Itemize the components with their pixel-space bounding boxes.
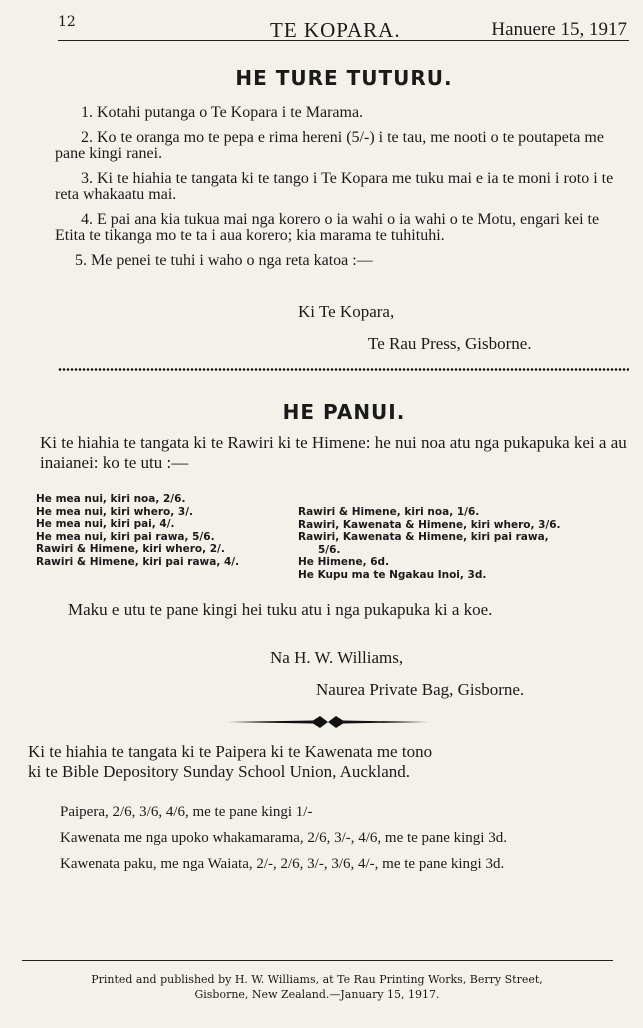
notice-list-left xyxy=(36,493,296,568)
list-item: Rawiri & Himene, kiri pai rawa, 4/. xyxy=(36,555,240,568)
rules-heading: HE TURE TUTURU. xyxy=(235,66,453,90)
notice-intro: Ki te hiahia te tangata ki te Rawiri ki te Himene: he nui noa atu nga pukapuka kei a au inaianei: ko te utu :— xyxy=(40,433,627,472)
notice-closing: Maku e utu te pane kingi hei tuku atu i nga pukapuka ki a koe. xyxy=(68,600,493,619)
page-header xyxy=(58,8,629,42)
notice-signature-address: Naurea Private Bag, Gisborne. xyxy=(316,680,525,699)
imprint-line-2: Gisborne, New Zealand.—January 15, 1917. xyxy=(194,988,440,1001)
rule-item-1: 1. Kotahi putanga o Te Kopara i te Marama. xyxy=(81,104,364,121)
list-item: He mea nui, kiri noa, 2/6. xyxy=(36,493,186,505)
list-item: He mea nui, kiri pai rawa, 5/6. xyxy=(36,530,215,543)
imprint-footer xyxy=(22,972,612,1002)
notice-list-right xyxy=(298,506,628,581)
bible-item-1: Paipera, 2/6, 3/6, 4/6, me te pane kingi 1/- xyxy=(60,804,313,820)
publication-title: TE KOPARA. xyxy=(270,18,401,42)
notice-signature: Na H. W. Williams, xyxy=(270,648,404,667)
bible-item-2: Kawenata me nga upoko whakamarama, 2/6, 3/-, 4/6, me te pane kingi 3d. xyxy=(60,830,507,846)
list-item: He mea nui, kiri pai, 4/. xyxy=(36,518,175,530)
list-item: Rawiri & Himene, kiri whero, 2/. xyxy=(36,543,225,555)
list-item: 5/6. xyxy=(318,543,341,556)
bible-intro-line-1: Ki te hiahia te tangata ki te Paipera ki te Kawenata me tono xyxy=(28,742,433,761)
rules-list xyxy=(55,105,630,269)
address-line-2: Te Rau Press, Gisborne. xyxy=(368,334,532,353)
list-item: He mea nui, kiri whero, 3/. xyxy=(36,505,194,518)
address-line-1: Ki Te Kopara, xyxy=(298,302,395,321)
notice-heading: HE PANUI. xyxy=(282,400,406,424)
list-item: He Himene, 6d. xyxy=(298,556,390,568)
imprint-line-1: Printed and published by H. W. Williams, at Te Rau Printing Works, Berry Street, xyxy=(91,973,543,986)
rule-item-3: 3. Ki te hiahia te tangata ki te tango i Te Kopara me tuku mai e ia te moni i roto i te reta whakaatu mai. xyxy=(55,170,614,203)
header-rule xyxy=(58,40,629,41)
rule-item-4: 4. E pai ana kia tukua mai nga korero o ia wahi o ia wahi o te Motu, engari kei te Etita te tikanga mo te ta i aua korero; kia marama te tuhituhi. xyxy=(55,211,600,244)
list-item: He Kupu ma te Ngakau Inoi, 3d. xyxy=(298,568,487,581)
bible-item-3: Kawenata paku, me nga Waiata, 2/-, 2/6, 3/-, 3/6, 4/-, me te pane kingi 3d. xyxy=(60,856,505,872)
rule-item-5: 5. Me penei te tuhi i waho o nga reta katoa :— xyxy=(75,252,373,269)
ornamental-divider xyxy=(228,714,428,730)
list-item: Rawiri, Kawenata & Himene, kiri whero, 3/6. xyxy=(298,518,561,531)
list-item: Rawiri, Kawenata & Himene, kiri pai rawa, xyxy=(298,531,549,543)
bible-intro-line-2: ki te Bible Depository Sunday School Union, Auckland. xyxy=(28,762,410,781)
list-item: Rawiri & Himene, kiri noa, 1/6. xyxy=(298,506,480,518)
issue-date: Hanuere 15, 1917 xyxy=(491,19,627,40)
bible-list xyxy=(22,804,612,872)
bible-intro xyxy=(28,742,628,782)
dotted-divider xyxy=(58,367,629,372)
footer-rule xyxy=(22,960,613,961)
rule-item-2: 2. Ko te oranga mo te pepa e rima hereni (5/-) i te tau, me nooti o te poutapeta me pane kingi ranei. xyxy=(55,129,604,162)
page-number: 12 xyxy=(58,14,76,30)
